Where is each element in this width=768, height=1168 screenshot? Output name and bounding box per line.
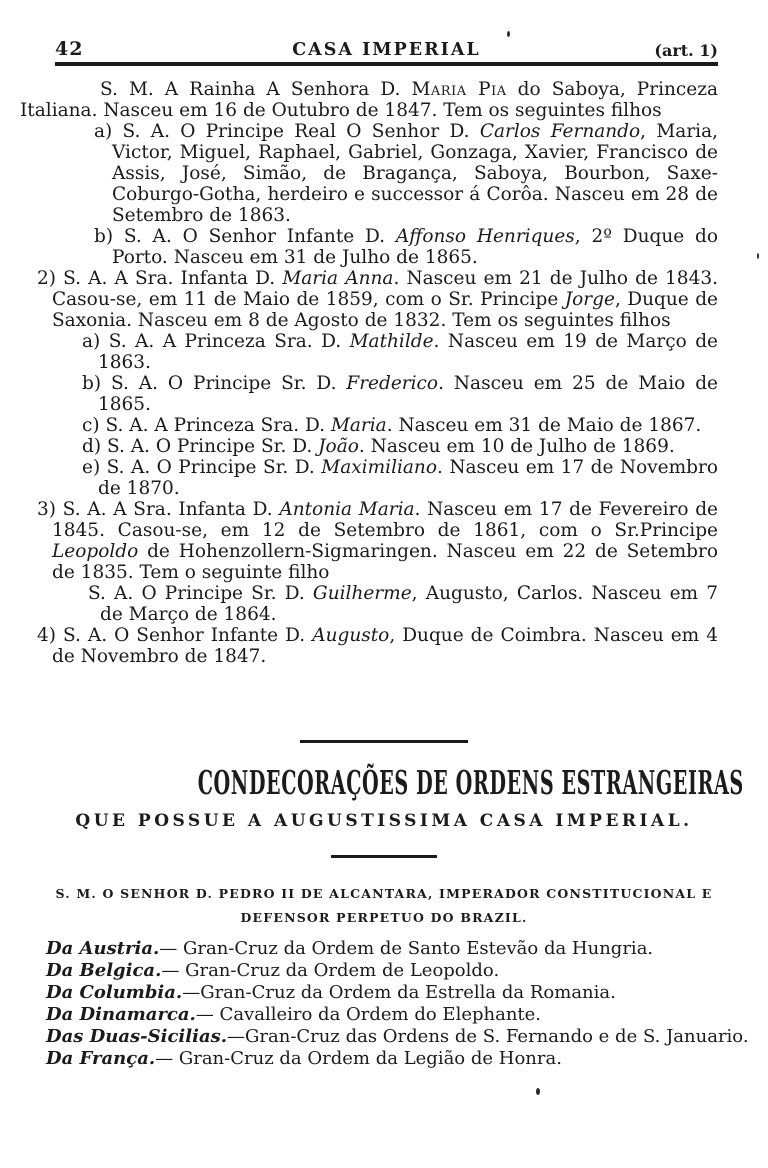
decoration-line: [46, 1004, 742, 1026]
text-segment: 2) S. A. A Sra. Infanta D.: [37, 268, 283, 289]
decoration-country: Da Dinamarca.: [46, 1004, 196, 1025]
text-segment: , 2º Duque do Porto. Nasceu em 31 de Julho de 1865.: [112, 226, 718, 268]
decoration-line: [46, 960, 742, 982]
body-paragraph: [20, 373, 718, 415]
emphasized-name: Maria: [330, 415, 387, 436]
text-segment: . Nasceu em 31 de Maio de 1867.: [386, 415, 702, 436]
decorations-section: [0, 726, 768, 1070]
text-segment: . Nasceu em 10 de Julho de 1869.: [358, 436, 675, 457]
body-paragraph: [20, 457, 718, 499]
emphasized-name: Frederico: [346, 373, 439, 394]
running-title: CASA IMPERIAL: [292, 40, 481, 60]
body-paragraph: [20, 499, 718, 583]
decoration-line: [46, 1026, 749, 1048]
body-paragraph: [20, 226, 718, 268]
emphasized-name: Jorge: [564, 289, 615, 310]
emphasized-name: Maria Anna: [282, 268, 394, 289]
text-segment: b) S. A. O Principe Sr. D.: [82, 373, 347, 394]
text-segment: , Maria, Victor, Miguel, Raphael, Gabriel, Gonzaga, Xavier, Francisco de Assis, José, Simão, de Bragança, Saboya, Bourbon, Saxe-Coburgo-Gotha, herdeiro e successor á Corôa. Nasceu em 28 de Setembro de 1863.: [112, 121, 718, 226]
emperor-heading-line1: S. M. O SENHOR D. PEDRO II DE ALCANTARA, IMPERADOR CONSTITUCIONAL E: [55, 886, 713, 901]
section-title-text: CONDECORAÇÕES DE ORDENS ESTRANGEIRAS: [197, 763, 744, 802]
body-paragraph: [20, 79, 718, 121]
decoration-country: Da Columbia.: [46, 982, 183, 1003]
body-paragraph: [20, 415, 718, 436]
text-segment: c) S. A. A Princeza Sra. D.: [82, 415, 331, 436]
article-reference: (art. 1): [654, 41, 718, 60]
text-segment: do Saboya, Princeza Italiana. Nasceu em 16 de Outubro de 1847. Tem os seguintes filhos: [20, 79, 718, 121]
text-segment: 3) S. A. A Sra. Infanta D.: [37, 499, 280, 520]
text-segment: b) S. A. O Senhor Infante D.: [94, 226, 396, 247]
decoration-line: [46, 982, 742, 1004]
text-segment: a) S. A. A Princeza Sra. D.: [82, 331, 350, 352]
text-segment: , Duque de Saxonia. Nasceu em 8 de Agosto de 1832. Tem os seguintes filhos: [52, 289, 718, 331]
text-segment: . Nasceu em 21 de Julho de 1843. Casou-se, em 11 de Maio de 1859, com o Sr. Principe: [52, 268, 718, 310]
text-segment: S. M. A Rainha A Senhora D.: [100, 79, 412, 100]
text-segment: , Augusto, Carlos. Nasceu em 7 de Março de 1864.: [100, 583, 718, 625]
body-paragraph: [20, 121, 718, 226]
decoration-country: Da Austria.: [46, 938, 160, 959]
decoration-text: — Gran-Cruz da Ordem de Leopoldo.: [161, 960, 500, 981]
decoration-text: — Gran-Cruz da Ordem da Legião de Honra.: [155, 1048, 562, 1069]
emphasized-name: Carlos Fernando: [479, 121, 641, 142]
decoration-country: Da França.: [46, 1048, 156, 1069]
page-number: 42: [55, 38, 84, 60]
decorations-list: [46, 938, 749, 1070]
text-segment: a) S. A. O Principe Real O Senhor D.: [94, 121, 480, 142]
decoration-line: [46, 1048, 742, 1070]
text-segment: , Duque de Coimbra. Nasceu em 4 de Novembro de 1847.: [52, 625, 718, 667]
decoration-text: — Cavalleiro da Ordem do Elephante.: [195, 1004, 542, 1025]
decoration-line: [46, 938, 742, 960]
genealogy-text: [20, 79, 718, 667]
emphasized-name: Augusto: [312, 625, 390, 646]
decoration-text: — Gran-Cruz da Ordem de Santo Estevão da Hungria.: [159, 938, 654, 959]
body-paragraph: [20, 583, 718, 625]
text-segment: de Hohenzollern-Sigmaringen. Nasceu em 22 de Setembro de 1835. Tem o seguinte filho: [52, 541, 718, 583]
emphasized-name: Mathilde: [349, 331, 434, 352]
emphasized-name: Affonso Henriques: [395, 226, 575, 247]
body-paragraph: [20, 268, 718, 331]
emphasized-name: Leopoldo: [52, 541, 139, 562]
page-header: [55, 36, 718, 66]
emperor-heading: [0, 882, 768, 930]
text-segment: . Nasceu em 17 de Novembro de 1870.: [98, 457, 718, 499]
text-segment: e) S. A. O Principe Sr. D.: [82, 457, 322, 478]
emperor-heading-line2: DEFENSOR PERPETUO DO BRAZIL.: [240, 910, 528, 925]
scan-speck: [507, 31, 510, 37]
body-paragraph: [20, 625, 718, 667]
text-segment: . Nasceu em 25 de Maio de 1865.: [98, 373, 718, 415]
text-segment: . Nasceu em 19 de Março de 1863.: [98, 331, 718, 373]
text-segment: S. A. O Principe Sr. D.: [88, 583, 313, 604]
emphasized-name: Guilherme: [312, 583, 412, 604]
text-segment: d) S. A. O Principe Sr. D.: [82, 436, 319, 457]
decoration-country: Das Duas-Sicilias.: [46, 1026, 228, 1047]
divider-rule-bottom: [331, 855, 437, 858]
emphasized-name: Antonia Maria: [279, 499, 415, 520]
body-paragraph: [20, 331, 718, 373]
decoration-country: Da Belgica.: [46, 960, 162, 981]
scan-speck: [536, 1088, 540, 1095]
scan-speck: [757, 253, 759, 259]
emphasized-name: João: [318, 436, 359, 457]
section-subtitle: QUE POSSUE A AUGUSTISSIMA CASA IMPERIAL.: [75, 811, 693, 831]
decoration-text: —Gran-Cruz da Ordem da Estrella da Romania.: [182, 982, 616, 1003]
emphasized-name: Maria Pia: [411, 79, 507, 100]
emphasized-name: Maximiliano: [321, 457, 437, 478]
body-paragraph: [20, 436, 718, 457]
section-title: [0, 765, 768, 807]
text-segment: . Nasceu em 17 de Fevereiro de 1845. Casou-se, em 12 de Setembro de 1861, com o Sr.Principe: [52, 499, 718, 541]
decoration-text: —Gran-Cruz das Ordens de S. Fernando e de S. Januario.: [227, 1026, 749, 1047]
text-segment: 4) S. A. O Senhor Infante D.: [37, 625, 313, 646]
divider-rule-top: [300, 740, 468, 743]
